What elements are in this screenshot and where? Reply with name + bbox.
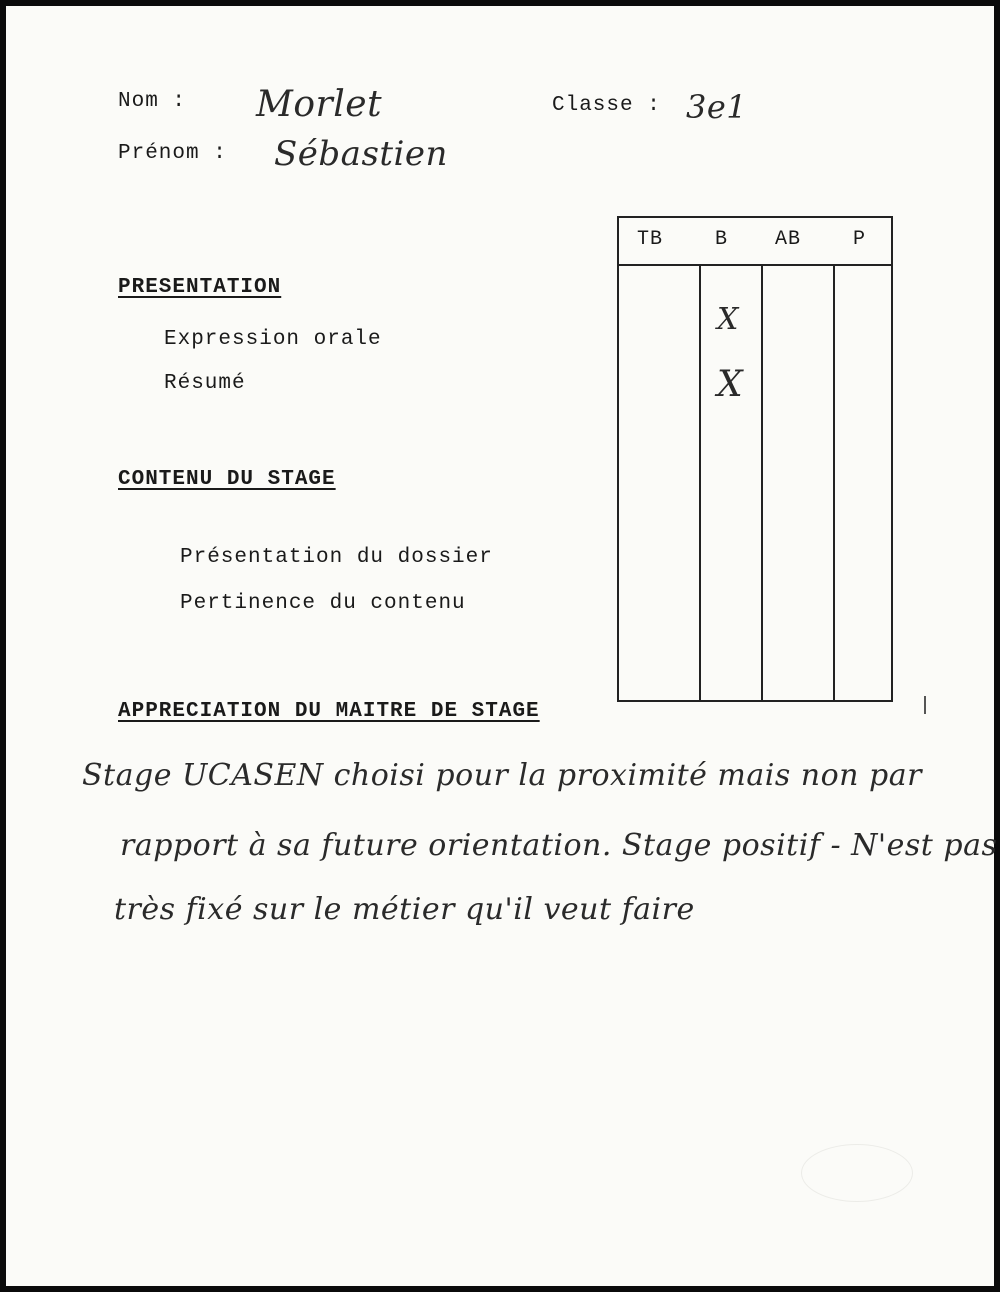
mark-expression-orale-b: X bbox=[717, 302, 739, 337]
section-title-contenu: CONTENU DU STAGE bbox=[118, 468, 336, 491]
faint-stamp bbox=[801, 1144, 913, 1202]
appreciation-line-2: rapport à sa future orientation. Stage positif - N'est pas bbox=[120, 828, 998, 863]
appreciation-line-3: très fixé sur le métier qu'il veut faire bbox=[114, 892, 695, 927]
grid-header-b: B bbox=[715, 228, 729, 251]
prenom-value: Sébastien bbox=[274, 134, 448, 174]
grid-column-divider bbox=[761, 264, 763, 700]
grid-header-tb: TB bbox=[637, 228, 664, 251]
nom-label: Nom : bbox=[118, 90, 187, 113]
item-expression-orale: Expression orale bbox=[164, 328, 382, 351]
classe-label: Classe : bbox=[552, 94, 661, 117]
appreciation-line-1: Stage UCASEN choisi pour la proximité mais non par bbox=[82, 758, 922, 793]
document-page bbox=[6, 6, 998, 1286]
grid-column-divider bbox=[833, 264, 835, 700]
grid-header-p: P bbox=[853, 228, 867, 251]
grading-grid bbox=[617, 216, 893, 702]
mark-resume-b: X bbox=[717, 364, 743, 405]
section-title-presentation: PRESENTATION bbox=[118, 276, 282, 299]
prenom-label: Prénom : bbox=[118, 142, 227, 165]
item-pertinence-contenu: Pertinence du contenu bbox=[180, 592, 466, 615]
classe-value: 3e1 bbox=[686, 88, 748, 126]
nom-value: Morlet bbox=[256, 84, 383, 125]
item-resume: Résumé bbox=[164, 372, 246, 395]
grid-header-ab: AB bbox=[775, 228, 802, 251]
margin-mark bbox=[924, 696, 926, 714]
item-presentation-dossier: Présentation du dossier bbox=[180, 546, 493, 569]
section-title-appreciation: APPRECIATION DU MAITRE DE STAGE bbox=[118, 700, 540, 723]
grid-header-divider bbox=[619, 264, 891, 266]
grid-column-divider bbox=[699, 264, 701, 700]
